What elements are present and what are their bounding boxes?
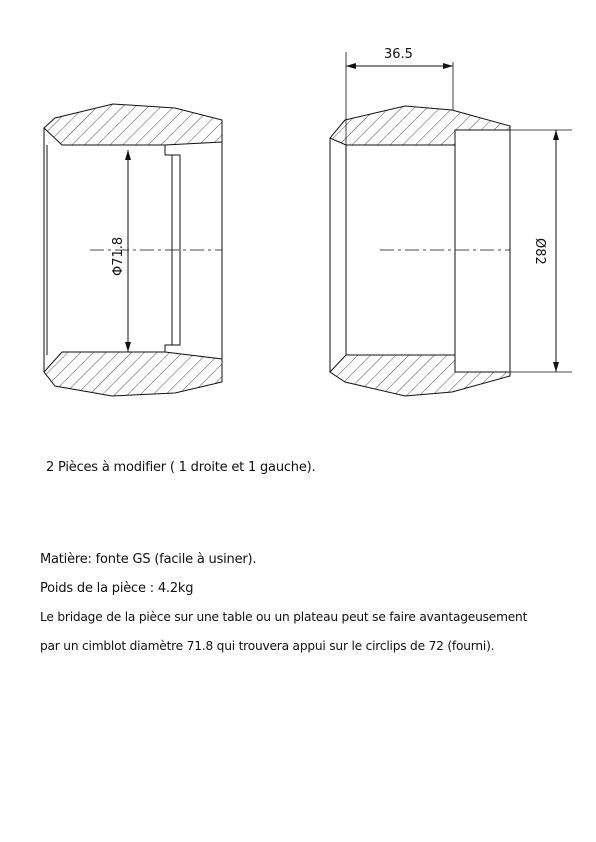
right-bottom-hatched-wall (330, 355, 510, 396)
note-weight: Poids de la pièce : 4.2kg (40, 581, 194, 596)
left-section-view (44, 104, 222, 396)
note-clamping-line1: Le bridage de la pièce sur une table ou un plateau peut se faire avantageusement (40, 610, 528, 624)
right-top-hatched-wall (330, 106, 510, 145)
note-material: Matière: fonte GS (facile à usiner). (40, 552, 257, 567)
note-clamping-line2: par un cimblot diamètre 71.8 qui trouvera appui sur le circlips de 72 (fourni). (40, 639, 495, 653)
left-bottom-hatched-wall (44, 352, 222, 396)
left-diameter-label: Φ71.8 (111, 236, 126, 276)
right-section-view (330, 52, 572, 396)
note-pieces-to-modify: 2 Pièces à modifier ( 1 droite et 1 gauche). (46, 460, 316, 475)
right-side-diameter-label: Ø82 (532, 238, 547, 265)
right-top-dimension-label: 36.5 (384, 47, 413, 62)
left-top-hatched-wall (44, 104, 222, 145)
